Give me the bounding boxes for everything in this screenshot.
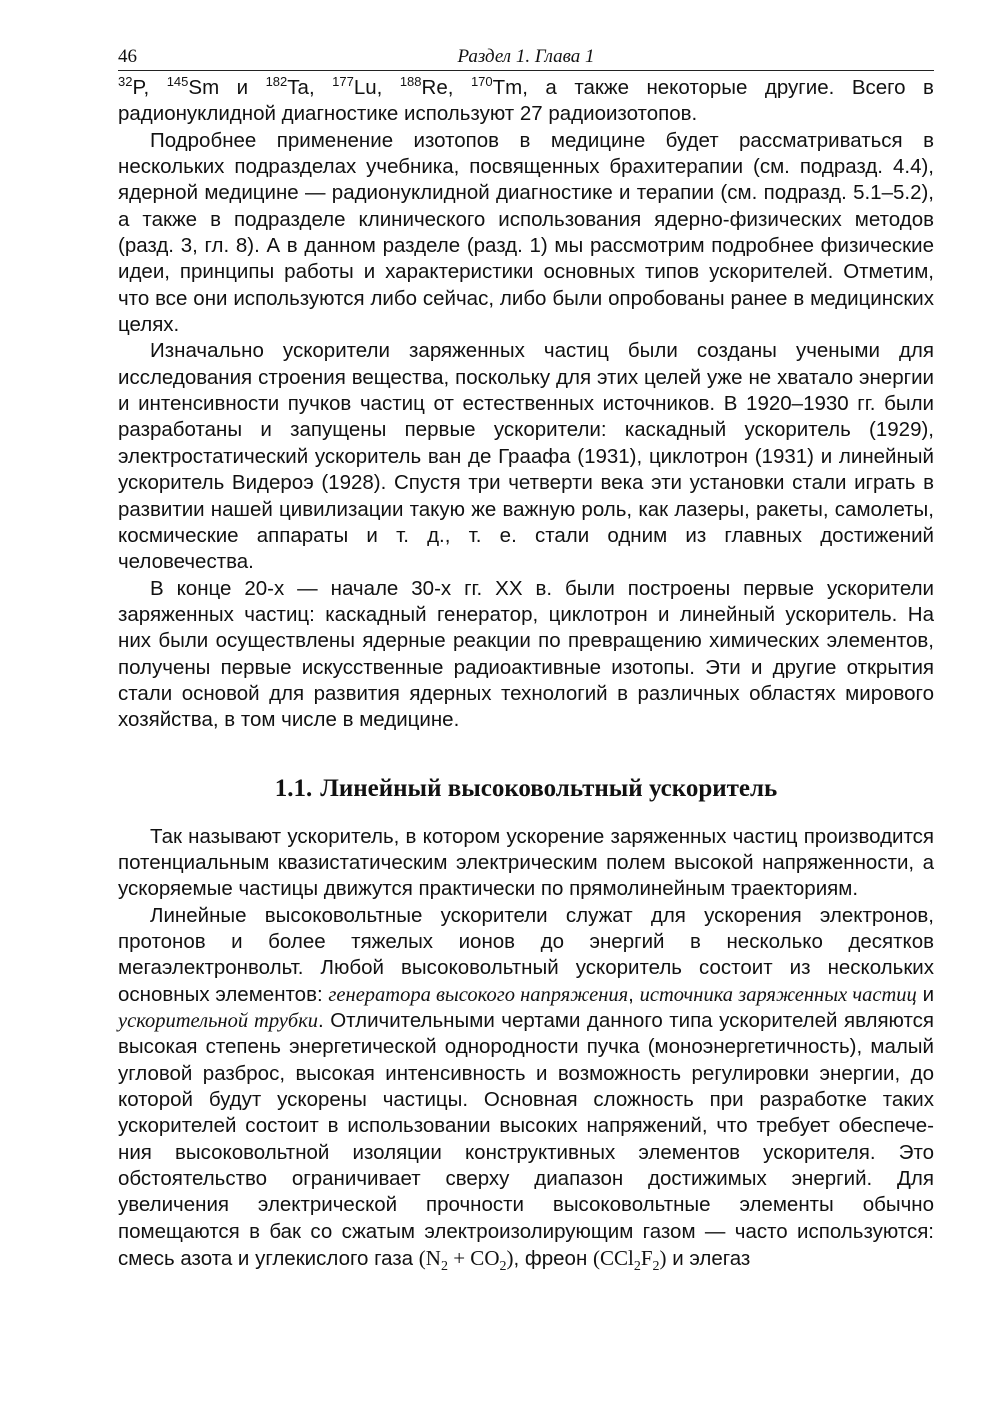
emphasis-term: источника заряженных частиц [639, 983, 917, 1006]
separator: и [916, 982, 935, 1006]
formula-subscript: 2 [633, 1259, 641, 1275]
paragraph-text: В конце 20-х — начале 30-х гг. XX в. были построены первые ускорители заряженных частиц: каскадный генератор, циклотрон и линейный ускоритель. На них были осуществлены ядерные реакции по превращению химических элементов, получены первые искусственные радиоактивные изотопы. Эти и другие открытия стали основой для развития ядерных технологий в различных областях мирового хозяйства, в том числе в медицине. [118, 576, 934, 732]
paragraph-text: . Отличительными чертами данного типа ускорителей являются высокая степень энергетической однородности пучка (моноэнергетичность), малый угловой разброс, высокая интенсивность и возможность регулировки энергии, до которой будут ускорены частицы. Основная сложность при разработке таких ускорителей состоит в использовании высоких напряжений, что требует обеспечения высоковольтной изоляции конструктивных элементов ускорителя. Это обстоятельство ограничивает сверху диапазон достижимых энергий. Для увеличения электрической прочности высоковольтные элементы обычно помещаются в бак со сжатым электроизолирующим газом — часто используются: смесь азота и углекислого газа [118, 1009, 934, 1271]
formula-part: + CO [447, 1246, 500, 1271]
isotope-symbol: Ta [287, 76, 309, 99]
separator: , [447, 76, 471, 99]
running-title: Раздел 1. Глава 1 [457, 46, 595, 67]
paragraph-text: , а также некоторые другие. Всего в радионуклидной диагностике используют 27 радиоизотопов. [118, 76, 934, 126]
paragraph-with-emphasis [118, 903, 934, 1273]
formula-part: (CCl [592, 1246, 634, 1271]
paragraph-text: Так называют ускоритель, в котором ускорение заряженных частиц производится потенциальным квазистатическим электрическим полем высокой напряженности, а ускоряемые частицы движутся практически по прямолинейным траекториям. [118, 824, 934, 901]
isotope-mass-number: 170 [470, 74, 493, 89]
running-header [118, 40, 934, 71]
formula-subscript: 2 [499, 1259, 507, 1275]
paragraph-text: и элегаз [666, 1247, 751, 1271]
isotope-mass-number: 32 [118, 74, 133, 89]
isotope-symbol: Sm [188, 76, 220, 99]
section-number: 1.1. [274, 774, 313, 802]
separator: , [308, 76, 333, 99]
chemical-formula [418, 1246, 514, 1275]
formula-subscript: 2 [652, 1259, 660, 1275]
isotope-mass-number: 177 [332, 74, 354, 89]
isotope-symbol: Lu [353, 76, 377, 99]
isotope-mass-number: 188 [399, 74, 422, 89]
paragraph-text: Изначально ускорители заряженных частиц были созданы учеными для исследования строения вещества, поскольку для этих целей уже не хватало энергии и интенсивности пучков частиц от естественных источников. В 1920–1930 гг. были разработаны и запущены первые ускорители: каскадный ускоритель (1929), электростатический ускоритель ван де Граафа (1931), циклотрон (1931) и линейный ускоритель Видероэ (1928). Спустя три четверти века эти установки стали играть в развитии нашей цивилизации такую же важную роль, как лазеры, ракеты, самолеты, космические аппараты и т. д., т. е. стали одним из главных достижений человечества. [118, 339, 934, 574]
formula-part: ) [659, 1246, 667, 1271]
paragraph-text: Линейные высоковольтные ускорители служат для ускорения электронов, протонов и более тяжелых ионов до энергий в несколько десятков мегаэлектронвольт. Любой высоковольтный ускоритель состоит из нескольких основных элементов: [118, 903, 934, 1006]
isotope-mass-number: 145 [166, 74, 189, 89]
formula-subscript: 2 [440, 1259, 448, 1275]
paragraph-text: Подробнее применение изотопов в медицине будет рассматриваться в нескольких подразделах учебника, посвященных брахитерапии (см. подразд. 4.4), ядерной медицине — радионуклидной диагностике и терапии (см. подразд. 5.1–5.2), а также в подразделе клинического использования ядерно-физических методов (разд. 3, гл. 8). А в данном разделе (разд. 1) мы рассмотрим подробнее физические идеи, принципы работы и характеристики основных типов ускорителей. Отметим, что все они используются либо сейчас, либо были опробованы ранее в медицинских целях. [118, 128, 934, 337]
isotope-symbol: Tm [492, 76, 523, 99]
text-block-section [118, 824, 934, 1273]
page-number: 46 [118, 46, 137, 67]
isotope-mass-number: 182 [265, 74, 288, 89]
separator: и [219, 76, 266, 99]
section-title: Линейный высоковольтный ускоритель [320, 774, 778, 802]
isotope-symbol: P [132, 76, 144, 99]
section-heading [118, 774, 934, 804]
separator: , [143, 76, 167, 99]
formula-part: (N [418, 1246, 441, 1271]
emphasis-term: генератора высокого напряжения [328, 983, 629, 1006]
formula-part: ) [506, 1246, 514, 1271]
separator: , [628, 982, 640, 1006]
emphasis-term: ускорительной трубки [118, 1010, 319, 1032]
separator: , [376, 76, 400, 99]
paragraph-isotopes-continued [118, 75, 934, 128]
paragraph-text: , фреон [513, 1247, 593, 1271]
text-block-intro [118, 75, 934, 734]
book-page [118, 40, 935, 1275]
isotope-symbol: Re [421, 76, 448, 99]
formula-part: F [640, 1246, 653, 1271]
chemical-formula [592, 1246, 667, 1275]
